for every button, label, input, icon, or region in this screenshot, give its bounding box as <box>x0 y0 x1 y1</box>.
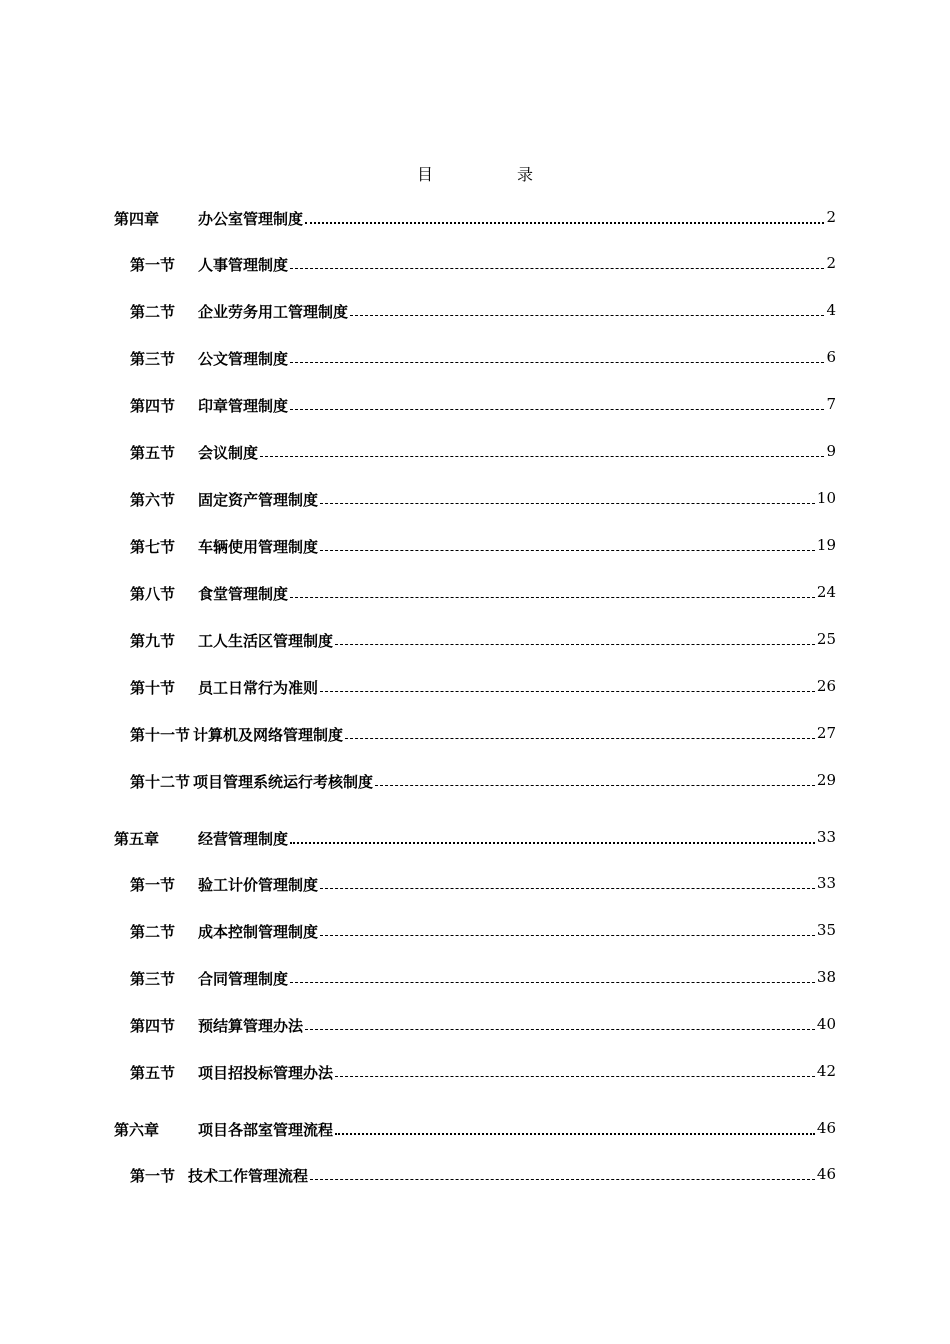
toc-entry-label: 第一节 <box>130 1167 176 1185</box>
toc-entry-label: 第四章 <box>114 210 160 228</box>
toc-entry-page: 6 <box>826 348 836 366</box>
toc-entry-page: 27 <box>816 724 836 742</box>
toc-entry-page: 33 <box>816 828 836 846</box>
toc-entry-label: 第十二节 <box>130 773 191 791</box>
toc-entry-page: 29 <box>816 771 836 789</box>
toc-section-entry[interactable] <box>0 348 950 372</box>
toc-entry-title: 项目各部室管理流程 <box>198 1121 334 1139</box>
toc-entry-label: 第四节 <box>130 397 176 415</box>
toc-entry-page: 2 <box>826 208 836 226</box>
toc-entry-title: 技术工作管理流程 <box>188 1167 309 1185</box>
toc-entry-page: 24 <box>816 583 836 601</box>
toc-entry-page: 26 <box>816 677 836 695</box>
toc-entry-label: 第五节 <box>130 444 176 462</box>
toc-section-entry[interactable] <box>0 771 950 795</box>
toc-entry-label: 第十一节 <box>130 726 191 744</box>
toc-entry-page: 4 <box>826 301 836 319</box>
toc-chapter-entry[interactable] <box>0 828 950 852</box>
toc-leader <box>260 456 824 457</box>
toc-entry-title: 办公室管理制度 <box>198 210 304 228</box>
toc-section-entry[interactable] <box>0 442 950 466</box>
toc-leader <box>335 1133 815 1135</box>
toc-entry-label: 第二节 <box>130 923 176 941</box>
toc-section-entry[interactable] <box>0 630 950 654</box>
toc-leader <box>350 315 824 316</box>
toc-entry-page: 35 <box>816 921 836 939</box>
toc-section-entry[interactable] <box>0 583 950 607</box>
toc-entry-title: 会议制度 <box>198 444 259 462</box>
toc-section-entry[interactable] <box>0 1015 950 1039</box>
toc-leader <box>335 1076 815 1077</box>
toc-entry-label: 第八节 <box>130 585 176 603</box>
toc-entry-page: 33 <box>816 874 836 892</box>
toc-entry-page: 42 <box>816 1062 836 1080</box>
toc-leader <box>305 222 824 224</box>
toc-entry-title: 计算机及网络管理制度 <box>193 726 344 744</box>
toc-entry-label: 第七节 <box>130 538 176 556</box>
toc-leader <box>290 268 824 269</box>
toc-leader <box>310 1179 815 1180</box>
toc-section-entry[interactable] <box>0 677 950 701</box>
toc-leader <box>290 982 815 983</box>
toc-entry-page: 40 <box>816 1015 836 1033</box>
toc-leader <box>290 409 824 410</box>
toc-leader <box>305 1029 815 1030</box>
toc-entry-label: 第九节 <box>130 632 176 650</box>
toc-entry-page: 9 <box>826 442 836 460</box>
toc-entry-title: 固定资产管理制度 <box>198 491 319 509</box>
toc-entry-title: 人事管理制度 <box>198 256 289 274</box>
toc-entry-page: 46 <box>816 1165 836 1183</box>
toc-entry-page: 2 <box>826 254 836 272</box>
toc-section-entry[interactable] <box>0 254 950 278</box>
toc-entry-page: 10 <box>816 489 836 507</box>
toc-section-entry[interactable] <box>0 536 950 560</box>
toc-entry-title: 车辆使用管理制度 <box>198 538 319 556</box>
toc-leader <box>345 738 815 739</box>
toc-leader <box>320 550 815 551</box>
toc-entry-label: 第一节 <box>130 876 176 894</box>
toc-entry-title: 食堂管理制度 <box>198 585 289 603</box>
toc-entry-label: 第三节 <box>130 350 176 368</box>
toc-entry-title: 项目招投标管理办法 <box>198 1064 334 1082</box>
toc-entry-page: 19 <box>816 536 836 554</box>
toc-leader <box>320 691 815 692</box>
toc-entry-title: 工人生活区管理制度 <box>198 632 334 650</box>
toc-entry-title: 项目管理系统运行考核制度 <box>193 773 374 791</box>
toc-chapter-entry[interactable] <box>0 1119 950 1143</box>
toc-entry-title: 合同管理制度 <box>198 970 289 988</box>
toc-section-entry[interactable] <box>0 1062 950 1086</box>
toc-title: 目 录 <box>416 165 567 184</box>
toc-section-entry[interactable] <box>0 921 950 945</box>
toc-leader <box>335 644 815 645</box>
toc-entry-label: 第五章 <box>114 830 160 848</box>
toc-leader <box>320 888 815 889</box>
toc-section-entry[interactable] <box>0 395 950 419</box>
toc-leader <box>290 842 815 844</box>
toc-entry-page: 25 <box>816 630 836 648</box>
toc-entry-label: 第十节 <box>130 679 176 697</box>
toc-entry-page: 46 <box>816 1119 836 1137</box>
toc-chapter-entry[interactable] <box>0 208 950 232</box>
toc-section-entry[interactable] <box>0 874 950 898</box>
toc-entry-title: 员工日常行为准则 <box>198 679 319 697</box>
toc-section-entry[interactable] <box>0 724 950 748</box>
toc-section-entry[interactable] <box>0 968 950 992</box>
toc-entry-label: 第一节 <box>130 256 176 274</box>
toc-entry-page: 38 <box>816 968 836 986</box>
toc-entry-title: 企业劳务用工管理制度 <box>198 303 349 321</box>
toc-section-entry[interactable] <box>0 489 950 513</box>
toc-entry-title: 预结算管理办法 <box>198 1017 304 1035</box>
toc-entry-label: 第四节 <box>130 1017 176 1035</box>
toc-section-entry[interactable] <box>0 301 950 325</box>
toc-section-entry[interactable] <box>0 1165 950 1189</box>
toc-entry-title: 公文管理制度 <box>198 350 289 368</box>
toc-leader <box>290 362 824 363</box>
toc-leader <box>320 935 815 936</box>
toc-entry-label: 第二节 <box>130 303 176 321</box>
toc-leader <box>375 785 815 786</box>
toc-entry-page: 7 <box>826 395 836 413</box>
toc-entry-title: 印章管理制度 <box>198 397 289 415</box>
toc-entry-label: 第六章 <box>114 1121 160 1139</box>
toc-entry-label: 第六节 <box>130 491 176 509</box>
toc-entry-label: 第五节 <box>130 1064 176 1082</box>
toc-entry-title: 成本控制管理制度 <box>198 923 319 941</box>
toc-entry-label: 第三节 <box>130 970 176 988</box>
toc-leader <box>290 597 815 598</box>
toc-leader <box>320 503 815 504</box>
toc-entry-title: 经营管理制度 <box>198 830 289 848</box>
toc-entry-title: 验工计价管理制度 <box>198 876 319 894</box>
